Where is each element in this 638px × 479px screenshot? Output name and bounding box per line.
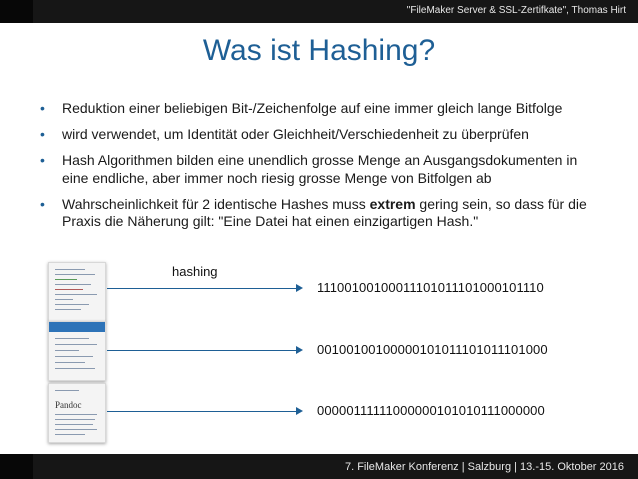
arrow-icon	[107, 288, 297, 289]
bullet-text: gering sein, so dass für die Praxis die Näherung gilt: "Eine Datei hat einen einzigartigen Hash."	[62, 195, 587, 229]
hash-value: 00100100100000101011101011101000	[317, 342, 548, 357]
bullet-item: • Reduktion einer beliebigen Bit-/Zeichenfolge auf eine immer gleich lange Bitfolge	[40, 100, 600, 118]
hashing-label: hashing	[172, 264, 218, 279]
webpage-document-icon	[48, 321, 106, 381]
hash-value: 11100100100011101011101000101110	[317, 280, 544, 295]
header-text: "FileMaker Server & SSL-Zertifkate", Thomas Hirt	[406, 5, 626, 16]
slide-title: Was ist Hashing?	[202, 34, 436, 67]
header-accent	[0, 0, 33, 23]
arrow-icon	[107, 350, 297, 351]
header-bar	[0, 0, 638, 23]
bullet-item: • wird verwendet, um Identität oder Gleichheit/Verschiedenheit zu überprüfen	[40, 126, 600, 144]
text-document-icon	[48, 383, 106, 443]
footer-text: 7. FileMaker Konferenz | Salzburg | 13.-15. Oktober 2016	[344, 461, 624, 473]
bullet-item	[40, 196, 600, 231]
bullet-emphasis: extrem	[369, 195, 416, 212]
footer-accent	[0, 454, 33, 479]
code-document-icon	[48, 262, 106, 322]
bullet-text: Wahrscheinlichkeit für 2 identische Hashes muss	[62, 195, 370, 212]
bullet-item: • Hash Algorithmen bilden eine unendlich grosse Menge an Ausgangsdokumenten in eine endliche, aber immer noch riesig grosse Menge von Bitfolgen ab	[40, 152, 600, 187]
footer-bar	[0, 454, 638, 479]
hash-value: 00000111111000000101010111000000	[317, 403, 545, 418]
document-title: Pandoc	[55, 400, 82, 410]
bullet-list	[40, 100, 600, 239]
arrow-icon	[107, 411, 297, 412]
